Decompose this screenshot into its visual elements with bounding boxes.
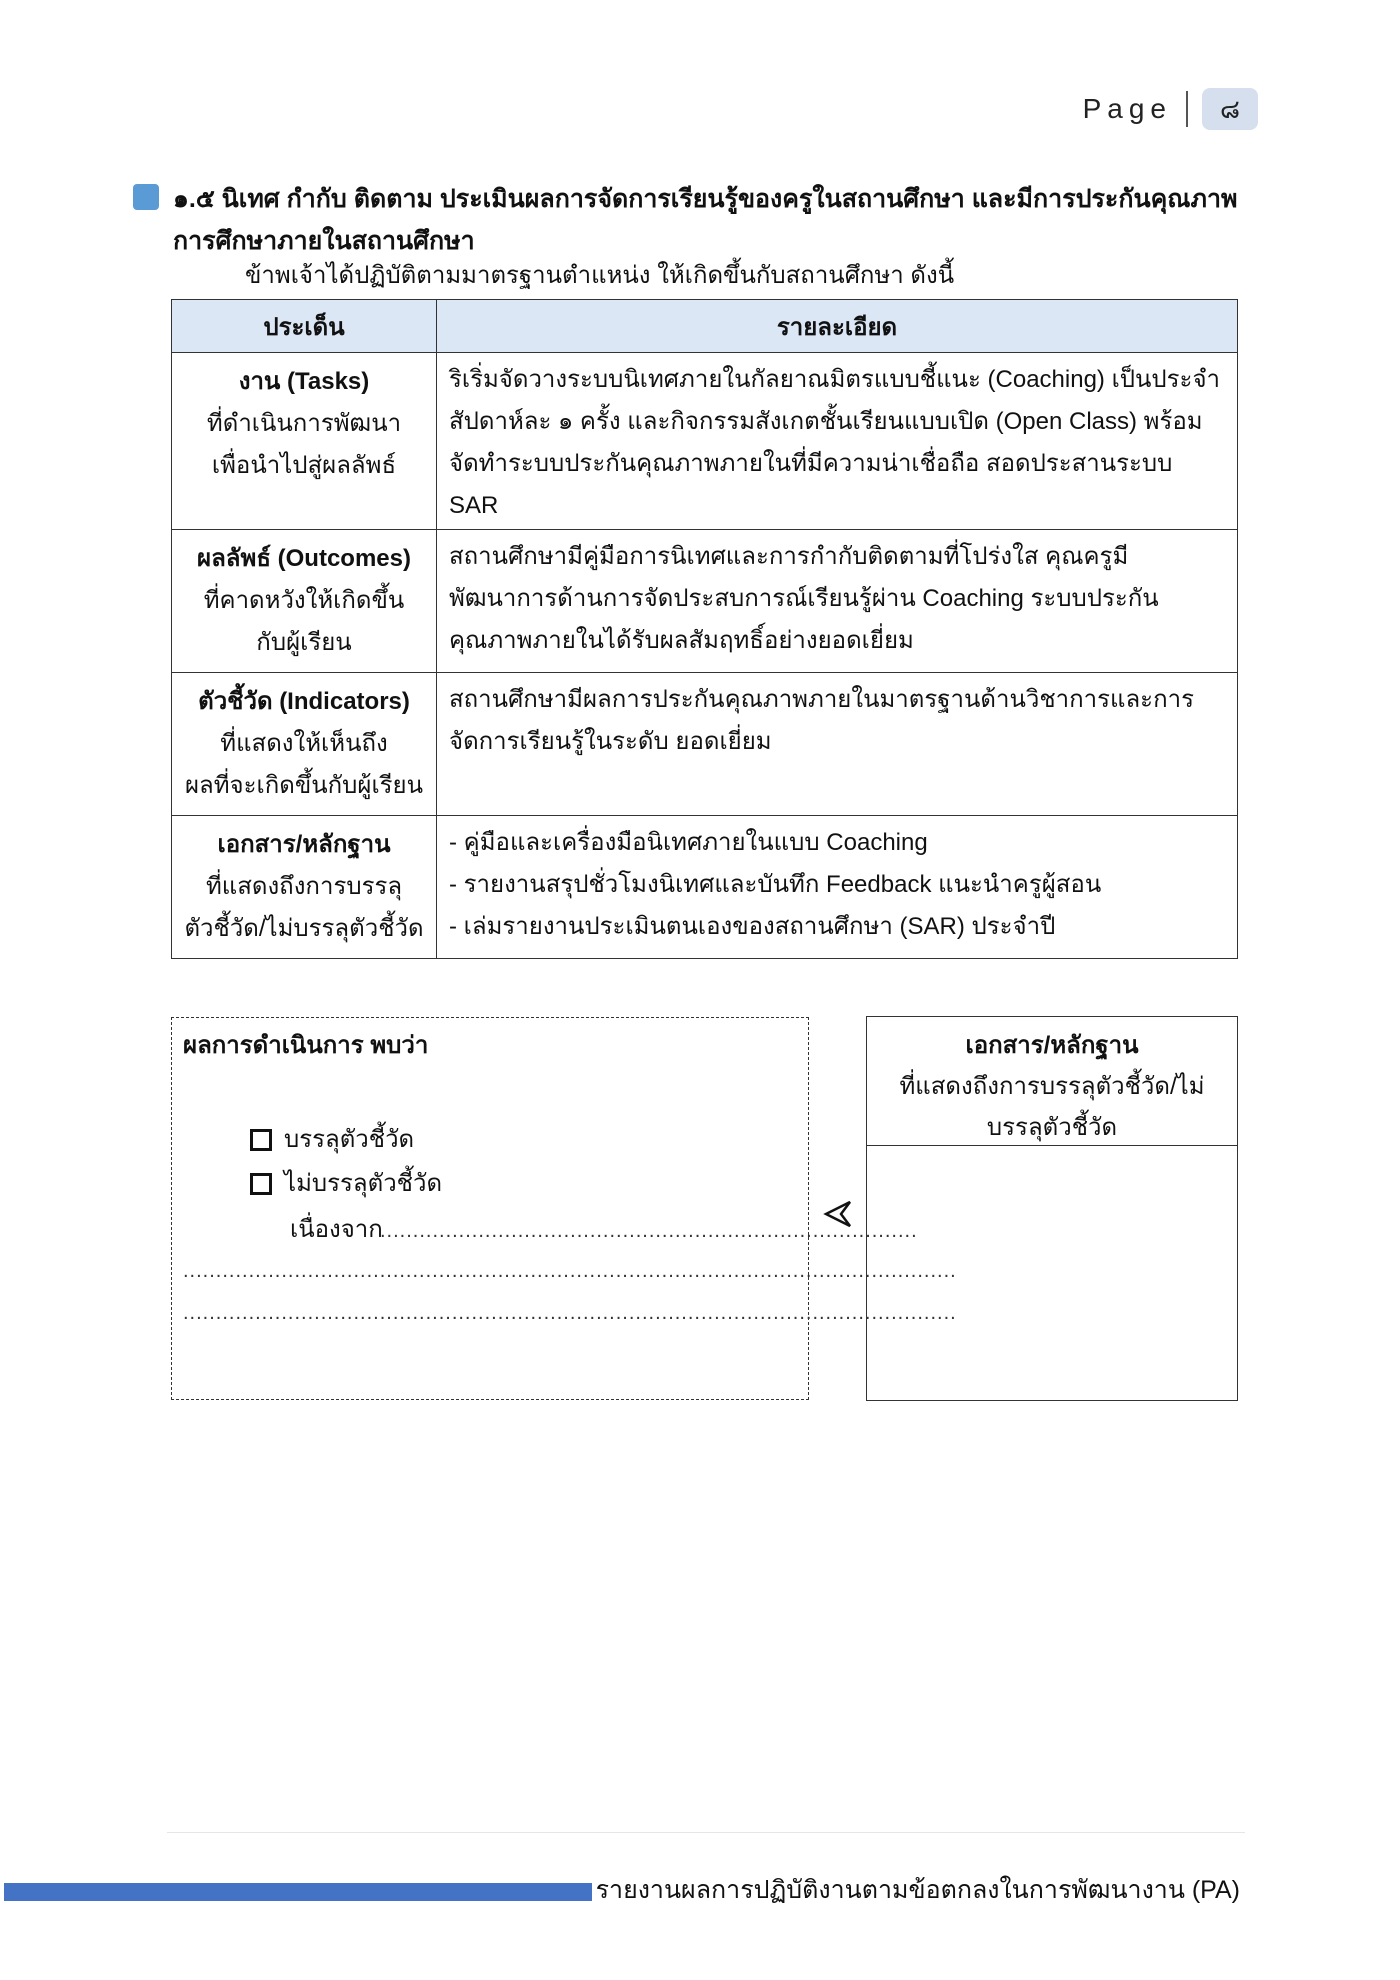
footer-text: รายงานผลการปฏิบัติงานตามข้อตกลงในการพัฒนางาน (PA) — [595, 1876, 1240, 1904]
row-label — [172, 353, 437, 530]
table-row — [172, 673, 1238, 816]
row-label-sub: ที่ดำเนินการพัฒนา — [206, 410, 402, 437]
section-heading — [135, 178, 1245, 262]
achieved-label: บรรลุตัวชี้วัด — [284, 1126, 415, 1153]
not-achieved-label: ไม่บรรลุตัวชี้วัด — [284, 1170, 443, 1197]
heading-line-2: การศึกษาภายในสถานศึกษา — [173, 227, 475, 255]
dotted-fill-line: ...................................................................................................................... — [183, 1260, 957, 1282]
table-row — [172, 530, 1238, 673]
result-title: ผลการดำเนินการ พบว่า — [183, 1032, 429, 1059]
evidence-header — [867, 1017, 1237, 1146]
row-label-sub: ตัวชี้วัด/ไม่บรรลุตัวชี้วัด — [184, 915, 424, 942]
row-label-sub: ที่แสดงถึงการบรรลุ — [205, 873, 403, 900]
row-detail: ริเริ่มจัดวางระบบนิเทศภายในกัลยาณมิตรแบบชี้แนะ (Coaching) เป็นประจำสัปดาห์ละ ๑ ครั้ง และกิจกรรมสังเกตชั้นเรียนแบบเปิด (Open Class) พร้อมจัดทำระบบประกันคุณภาพภายในที่มีความน่าเชื่อถือ สอดประสานระบบ SAR — [437, 353, 1238, 530]
row-label — [172, 530, 437, 673]
row-label-sub: กับผู้เรียน — [256, 629, 352, 656]
option-achieved[interactable] — [250, 1122, 414, 1158]
evidence-list-item: - เล่มรายงานประเมินตนเองของสถานศึกษา (SAR) ประจำปี — [449, 913, 1056, 940]
page-label: Page — [1082, 93, 1172, 124]
heading-line-1: ๑.๕ นิเทศ กำกับ ติดตาม ประเมินผลการจัดการเรียนรู้ของครูในสถานศึกษา และมีการประกันคุณภาพ — [173, 185, 1238, 213]
page-number: ๘ — [1202, 88, 1258, 130]
row-detail — [437, 816, 1238, 959]
row-label-main: ผลลัพธ์ (Outcomes) — [197, 545, 411, 572]
row-label-main: งาน (Tasks) — [238, 368, 370, 395]
evidence-subtitle: ที่แสดงถึงการบรรลุตัวชี้วัด/ไม่ — [899, 1073, 1205, 1100]
evidence-box — [866, 1016, 1238, 1401]
row-label — [172, 673, 437, 816]
row-detail: สถานศึกษามีคู่มือการนิเทศและการกำกับติดตามที่โปร่งใส คุณครูมีพัฒนาการด้านการจัดประสบการณ์เรียนรู้ผ่าน Coaching ระบบประกันคุณภาพภายในได้รับผลสัมฤทธิ์อย่างยอดเยี่ยม — [437, 530, 1238, 673]
not-achieved-checkbox[interactable] — [250, 1173, 272, 1195]
table-row — [172, 353, 1238, 530]
row-label-main: เอกสาร/หลักฐาน — [217, 831, 391, 858]
dotted-fill-line: .................................................................................. — [380, 1220, 918, 1242]
arrow-left-icon — [824, 1199, 852, 1229]
row-label-sub: ที่แสดงให้เห็นถึง — [220, 730, 388, 757]
standards-table — [171, 299, 1238, 959]
heading-square-icon — [133, 184, 159, 210]
row-detail: สถานศึกษามีผลการประกันคุณภาพภายในมาตรฐานด้านวิชาการและการจัดการเรียนรู้ในระดับ ยอดเยี่ยม — [437, 673, 1238, 816]
table-row — [172, 816, 1238, 959]
page-divider — [1186, 91, 1188, 127]
evidence-subtitle: บรรลุตัวชี้วัด — [986, 1114, 1118, 1141]
footer-accent-bar — [4, 1883, 592, 1901]
row-label-sub: ที่คาดหวังให้เกิดขึ้น — [203, 587, 405, 614]
footer-divider — [167, 1832, 1245, 1833]
evidence-list-item: - คู่มือและเครื่องมือนิเทศภายในแบบ Coaching — [449, 829, 928, 856]
column-header-topic: ประเด็น — [172, 300, 437, 353]
evidence-title: เอกสาร/หลักฐาน — [965, 1032, 1139, 1059]
option-not-achieved[interactable] — [250, 1166, 442, 1202]
column-header-detail: รายละเอียด — [437, 300, 1238, 353]
result-box — [171, 1017, 957, 1400]
achieved-checkbox[interactable] — [250, 1129, 272, 1151]
row-label — [172, 816, 437, 959]
page-header — [1083, 88, 1258, 130]
dotted-fill-line: ...................................................................................................................... — [183, 1302, 957, 1324]
row-label-sub: ผลที่จะเกิดขึ้นกับผู้เรียน — [184, 772, 424, 799]
because-label: เนื่องจาก — [290, 1216, 383, 1243]
table-header-row — [172, 300, 1238, 353]
intro-text: ข้าพเจ้าได้ปฏิบัติตามมาตรฐานตำแหน่ง ให้เกิดขึ้นกับสถานศึกษา ดังนี้ — [245, 262, 955, 289]
row-label-sub: เพื่อนำไปสู่ผลลัพธ์ — [211, 452, 397, 479]
row-label-main: ตัวชี้วัด (Indicators) — [198, 688, 410, 715]
evidence-list-item: - รายงานสรุปชั่วโมงนิเทศและบันทึก Feedback แนะนำครูผู้สอน — [449, 871, 1102, 898]
